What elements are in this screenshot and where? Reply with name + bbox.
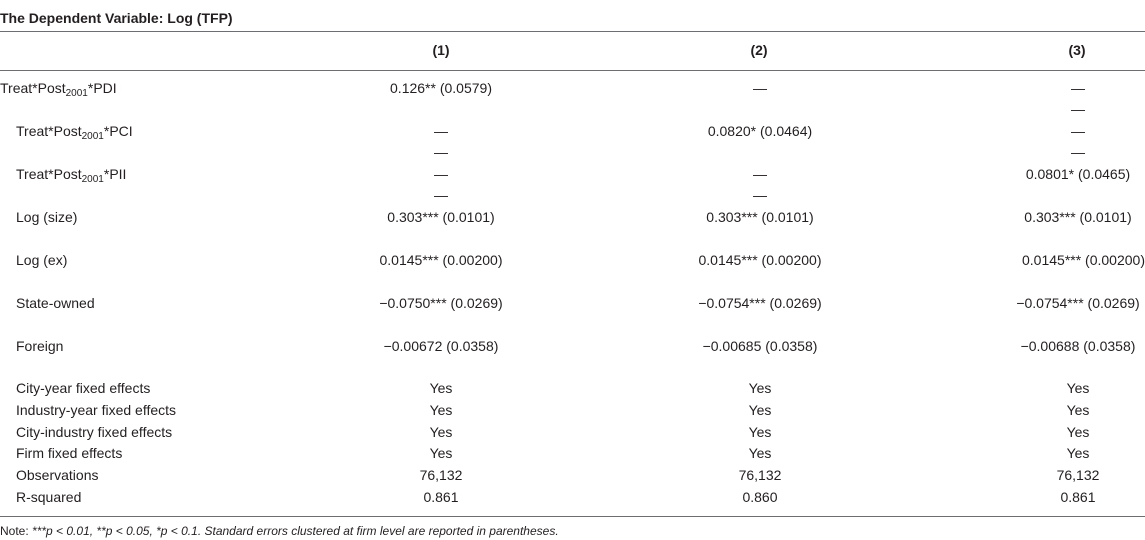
cell-city-year-fe-2: Yes (748, 380, 772, 396)
row-label-pci (16, 123, 133, 142)
table-title: The Dependent Variable: Log (TFP) (0, 10, 233, 26)
cell-pdi-2: — (753, 80, 767, 96)
label-part: Treat*Post (0, 80, 66, 96)
row-label-observations: Observations (16, 467, 99, 483)
cell-log-size-1: 0.303*** (0.0101) (387, 209, 495, 225)
cell-firm-fe-3: Yes (1066, 445, 1090, 461)
cell-industry-year-fe-1: Yes (429, 402, 453, 418)
column-header-2: (2) (750, 42, 768, 58)
cell-foreign-2: −0.00685 (0.0358) (702, 338, 818, 354)
column-header-1: (1) (432, 42, 450, 58)
cell-observations-2: 76,132 (738, 467, 782, 483)
cell-state-owned-1: −0.0750*** (0.0269) (379, 295, 503, 311)
row-label-industry-year-fe: Industry-year fixed effects (16, 402, 177, 418)
cell-observations-3: 76,132 (1056, 467, 1100, 483)
table-note (0, 524, 559, 538)
label-part: *PII (103, 166, 127, 182)
label-part: *PCI (103, 123, 133, 139)
cell-pdi-3-extra: — (1071, 101, 1085, 117)
cell-pii-3: 0.0801* (0.0465) (1025, 166, 1131, 182)
label-part: Treat*Post (16, 166, 82, 182)
row-label-foreign: Foreign (16, 338, 64, 354)
row-label-r-squared: R-squared (16, 489, 82, 505)
cell-r-squared-3: 0.861 (1060, 489, 1096, 505)
cell-city-industry-fe-2: Yes (748, 424, 772, 440)
cell-pci-2: 0.0820* (0.0464) (707, 123, 813, 139)
note-text: ***p < 0.01, **p < 0.05, *p < 0.1. Standard errors clustered at firm level are reported in parentheses. (28, 524, 559, 538)
cell-log-ex-2: 0.0145*** (0.00200) (698, 252, 822, 268)
cell-pdi-3: — (1071, 80, 1085, 96)
cell-pii-1-extra: — (434, 187, 448, 203)
cell-log-size-2: 0.303*** (0.0101) (706, 209, 814, 225)
row-label-city-industry-fe: City-industry fixed effects (16, 424, 173, 440)
row-label-firm-fe: Firm fixed effects (16, 445, 123, 461)
cell-city-year-fe-3: Yes (1066, 380, 1090, 396)
cell-r-squared-1: 0.861 (423, 489, 459, 505)
cell-city-industry-fe-3: Yes (1066, 424, 1090, 440)
column-header-3: (3) (1068, 42, 1086, 58)
cell-state-owned-2: −0.0754*** (0.0269) (698, 295, 822, 311)
label-part: *PDI (87, 80, 117, 96)
cell-log-ex-3: 0.0145*** (0.00200) (1022, 252, 1145, 268)
row-label-city-year-fe: City-year fixed effects (16, 380, 151, 396)
label-subscript: 2001 (81, 131, 104, 142)
cell-firm-fe-1: Yes (429, 445, 453, 461)
cell-pci-3-extra: — (1071, 144, 1085, 160)
cell-pii-2-extra: — (753, 187, 767, 203)
row-label-state-owned: State-owned (16, 295, 95, 311)
cell-industry-year-fe-2: Yes (748, 402, 772, 418)
cell-log-size-3: 0.303*** (0.0101) (1024, 209, 1132, 225)
top-rule (0, 31, 1145, 32)
header-rule (0, 70, 1145, 71)
cell-industry-year-fe-3: Yes (1066, 402, 1090, 418)
bottom-rule (0, 516, 1145, 517)
cell-state-owned-3: −0.0754*** (0.0269) (1016, 295, 1140, 311)
label-subscript: 2001 (81, 174, 104, 185)
label-part: Treat*Post (16, 123, 82, 139)
cell-pci-3: — (1071, 123, 1085, 139)
cell-log-ex-1: 0.0145*** (0.00200) (379, 252, 503, 268)
row-label-pdi (0, 80, 117, 99)
cell-city-industry-fe-1: Yes (429, 424, 453, 440)
cell-foreign-1: −0.00672 (0.0358) (383, 338, 499, 354)
cell-city-year-fe-1: Yes (429, 380, 453, 396)
label-subscript: 2001 (65, 88, 88, 99)
cell-firm-fe-2: Yes (748, 445, 772, 461)
row-label-log-size: Log (size) (16, 209, 78, 225)
row-label-log-ex: Log (ex) (16, 252, 68, 268)
cell-pci-1: — (434, 123, 448, 139)
cell-pci-1-extra: — (434, 144, 448, 160)
cell-pii-2: — (753, 166, 767, 182)
note-label: Note: (0, 524, 29, 538)
cell-pii-1: — (434, 166, 448, 182)
row-label-pii (16, 166, 127, 185)
cell-r-squared-2: 0.860 (742, 489, 778, 505)
cell-foreign-3: −0.00688 (0.0358) (1020, 338, 1136, 354)
cell-pdi-1: 0.126** (0.0579) (390, 80, 492, 96)
cell-observations-1: 76,132 (419, 467, 463, 483)
